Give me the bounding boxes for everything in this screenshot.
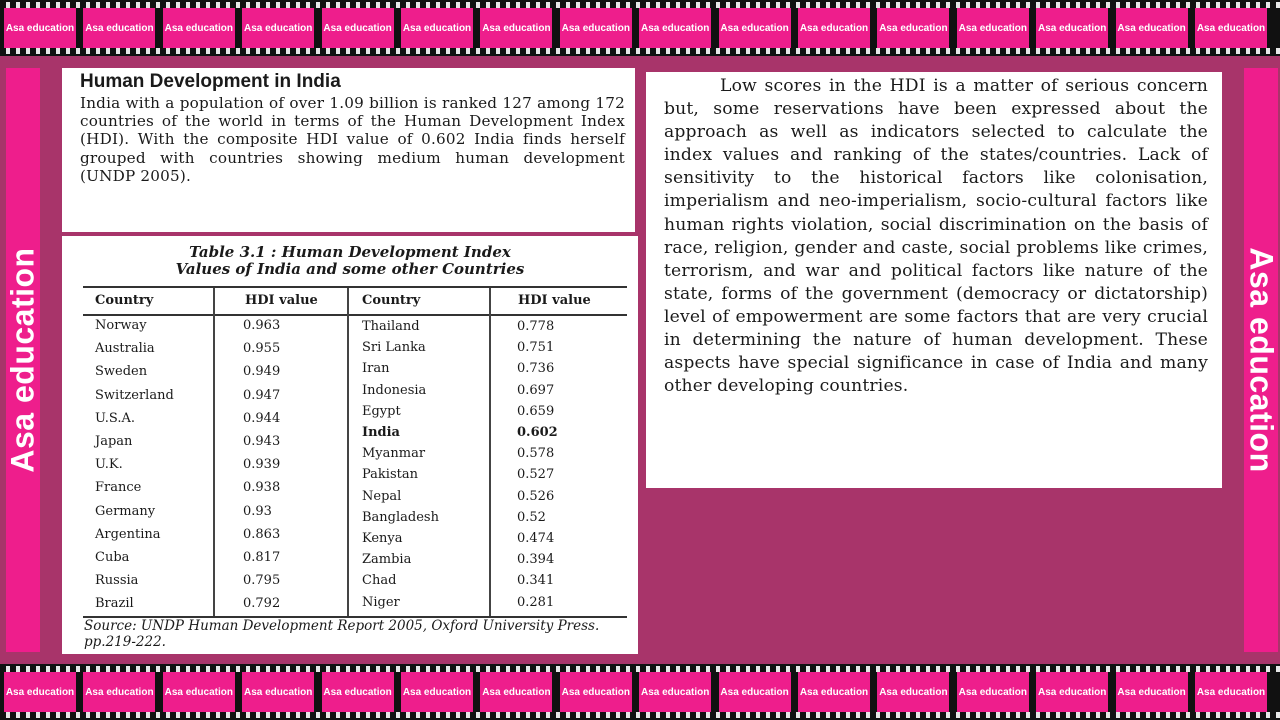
- cell-country: Iran: [362, 361, 390, 377]
- cell-hdi: 0.963: [243, 318, 281, 333]
- cell-hdi: 0.341: [517, 573, 555, 589]
- header-hdi-left: HDI value: [245, 293, 318, 308]
- hdi-table: [83, 286, 627, 618]
- cell-hdi: 0.947: [243, 387, 281, 403]
- watermark-tile: Asa education: [83, 8, 155, 48]
- watermark-tile: Asa education: [639, 672, 711, 712]
- watermark-tiles-top: [4, 8, 1280, 48]
- cell-hdi: 0.394: [517, 552, 555, 568]
- cell-country: Thailand: [362, 319, 420, 334]
- commentary-text: Low scores in the HDI is a matter of serious concern but, some reservations have been expressed about the approach as well as indicators selected to calculate the index values and ranking of the states/countries. Lack of sensitivity to the historical factors like colonisation, imperialism and neo-imperialism, socio-cultural factors like human rights violation, social discrimination on the basis of race, religion, gender and caste, social problems like crimes, terrorism, and war and political factors like nature of the state, forms of the government (democracy or dictatorship) level of empowerment are some factors that are very crucial in determining the nature of human development. These aspects have special significance in case of India and many other developing countries.: [664, 76, 1208, 397]
- cell-country: Cuba: [95, 550, 130, 565]
- watermark-tile: Asa education: [719, 8, 791, 48]
- intro-panel: [62, 68, 635, 232]
- commentary-panel: [646, 72, 1222, 488]
- cell-country: Switzerland: [95, 387, 174, 403]
- column-divider: [347, 288, 349, 616]
- cell-country: Australia: [95, 341, 155, 357]
- cell-hdi: 0.778: [517, 319, 555, 334]
- header-hdi-right: HDI value: [518, 293, 591, 308]
- watermark-tile: Asa education: [163, 8, 235, 48]
- watermark-tile: Asa education: [798, 672, 870, 712]
- watermark-tile: Asa education: [639, 8, 711, 48]
- column-divider: [489, 288, 491, 616]
- cell-hdi: 0.578: [517, 446, 555, 462]
- film-perforations: [0, 712, 1280, 718]
- watermark-tile: Asa education: [798, 8, 870, 48]
- watermark-tile: Asa education: [957, 8, 1029, 48]
- watermark-tile: Asa education: [4, 8, 76, 48]
- cell-country: France: [95, 480, 142, 496]
- cell-hdi: 0.281: [517, 594, 555, 610]
- cell-country: Brazil: [95, 596, 134, 612]
- cell-hdi: 0.955: [243, 341, 281, 357]
- table-caption-line1: Table 3.1 : Human Development Index: [189, 243, 511, 261]
- cell-hdi: 0.697: [517, 382, 555, 398]
- cell-country: Chad: [362, 573, 397, 589]
- cell-country: Indonesia: [362, 382, 427, 398]
- watermark-tile: Asa education: [480, 672, 552, 712]
- watermark-tile: Asa education: [1036, 8, 1108, 48]
- cell-hdi: 0.602: [517, 425, 558, 440]
- intro-text: India with a population of over 1.09 billion is ranked 127 among 172 countries of the world in terms of the Human Development Index (HDI). With the composite HDI value of 0.602 India finds herself grouped with countries showing medium human development (UNDP 2005).: [80, 94, 625, 185]
- side-bar-left: [6, 68, 40, 652]
- cell-country: Japan: [95, 434, 133, 449]
- watermark-tile: Asa education: [242, 672, 314, 712]
- header-country-left: Country: [95, 293, 154, 308]
- watermark-tile: Asa education: [1195, 672, 1267, 712]
- cell-hdi: 0.939: [243, 457, 281, 473]
- watermark-left: Asa education: [4, 247, 41, 473]
- cell-country: U.K.: [95, 457, 123, 473]
- cell-hdi: 0.943: [243, 434, 281, 449]
- watermark-tile: Asa education: [877, 8, 949, 48]
- cell-country: Kenya: [362, 531, 403, 546]
- table-caption-line2: Values of India and some other Countries: [175, 260, 525, 278]
- cell-country: Myanmar: [362, 446, 426, 462]
- watermark-tile: Asa education: [242, 8, 314, 48]
- cell-hdi: 0.863: [243, 526, 281, 542]
- cell-hdi: 0.93: [243, 503, 272, 519]
- cell-hdi: 0.736: [517, 361, 555, 377]
- watermark-tile: Asa education: [480, 8, 552, 48]
- watermark-tile: Asa education: [163, 672, 235, 712]
- watermark-tile: Asa education: [560, 672, 632, 712]
- cell-country: Niger: [362, 594, 400, 610]
- cell-hdi: 0.792: [243, 596, 281, 612]
- film-perforations: [0, 48, 1280, 54]
- cell-hdi: 0.751: [517, 340, 555, 356]
- cell-country: Norway: [95, 318, 147, 333]
- watermark-tiles-bottom: [4, 672, 1280, 712]
- cell-hdi: 0.938: [243, 480, 281, 496]
- film-strip-bottom: [0, 664, 1280, 720]
- film-strip-top: [0, 0, 1280, 56]
- cell-country: Argentina: [95, 526, 161, 542]
- watermark-tile: Asa education: [401, 672, 473, 712]
- watermark-tile: Asa education: [1116, 672, 1188, 712]
- cell-hdi: 0.474: [517, 531, 555, 546]
- intro-title: Human Development in India: [80, 71, 341, 92]
- side-bar-right: [1244, 68, 1278, 652]
- cell-country: U.S.A.: [95, 410, 135, 426]
- watermark-tile: Asa education: [560, 8, 632, 48]
- cell-country: Pakistan: [362, 467, 418, 483]
- cell-country: Sweden: [95, 364, 148, 380]
- cell-hdi: 0.527: [517, 467, 555, 483]
- cell-country: Nepal: [362, 488, 402, 504]
- watermark-right: Asa education: [1243, 247, 1280, 473]
- watermark-tile: Asa education: [83, 672, 155, 712]
- cell-hdi: 0.659: [517, 403, 555, 419]
- hdi-table-panel: [62, 236, 638, 654]
- cell-hdi: 0.817: [243, 550, 281, 565]
- watermark-tile: Asa education: [322, 8, 394, 48]
- watermark-tile: Asa education: [1036, 672, 1108, 712]
- column-divider: [213, 288, 215, 616]
- cell-country: Germany: [95, 503, 156, 519]
- cell-hdi: 0.795: [243, 573, 281, 589]
- cell-hdi: 0.949: [243, 364, 281, 380]
- watermark-tile: Asa education: [401, 8, 473, 48]
- watermark-tile: Asa education: [322, 672, 394, 712]
- cell-hdi: 0.52: [517, 509, 546, 525]
- cell-hdi: 0.526: [517, 488, 555, 504]
- cell-country: Egypt: [362, 403, 401, 419]
- table-header-row: [83, 288, 627, 316]
- cell-country: Bangladesh: [362, 509, 439, 525]
- watermark-tile: Asa education: [957, 672, 1029, 712]
- cell-country: Russia: [95, 573, 139, 589]
- watermark-tile: Asa education: [1195, 8, 1267, 48]
- watermark-tile: Asa education: [719, 672, 791, 712]
- watermark-tile: Asa education: [1116, 8, 1188, 48]
- header-country-right: Country: [362, 293, 421, 308]
- cell-country: Sri Lanka: [362, 340, 426, 356]
- cell-country: India: [362, 425, 400, 440]
- table-source: Source: UNDP Human Development Report 2005, Oxford University Press. pp.219-222.: [84, 618, 600, 650]
- cell-hdi: 0.944: [243, 410, 281, 426]
- cell-country: Zambia: [362, 552, 412, 568]
- watermark-tile: Asa education: [877, 672, 949, 712]
- watermark-tile: Asa education: [4, 672, 76, 712]
